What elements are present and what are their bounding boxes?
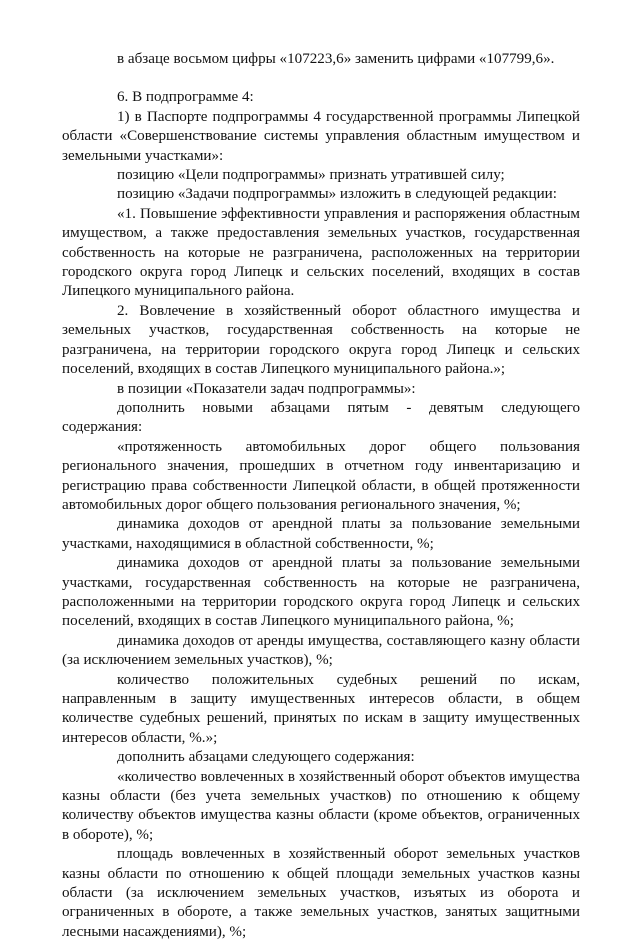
paragraph: площадь вовлеченных в хозяйственный оборот земельных участков казны области по отношению к общей площади земельных участков казны области (за исключением земельных участков, изъятых из оборота и ограниченных в обороте, а также земельных участков, занятых защитными лесными насаждениями), %;: [62, 846, 580, 940]
paragraph: дополнить новыми абзацами пятым - девятым следующего содержания:: [62, 399, 580, 436]
paragraph: в позиции «Показатели задач подпрограммы»:: [117, 380, 416, 397]
paragraph: «протяженность автомобильных дорог общего пользования регионального значения, прошедших в отчетном году инвентаризацию и регистрацию права собственности Липецкой области, в общей протяженности автомобильных дорог общего пользования регионального значения, %;: [62, 438, 580, 513]
paragraph: «1. Повышение эффективности управления и распоряжения областным имуществом, а также предоставления земельных участков, государственная собственность на которые не разграничена, расположенных на территории городского округа город Липецк и сельских поселений, входящих в состав Липецкого муниципального района.: [62, 205, 580, 300]
paragraph: дополнить абзацами следующего содержания:: [117, 749, 415, 766]
section-heading: 6. В подпрограмме 4:: [117, 89, 254, 106]
paragraph: позицию «Задачи подпрограммы» изложить в следующей редакции:: [117, 186, 557, 203]
paragraph: динамика доходов от арендной платы за пользование земельными участками, находящимися в областной собственности, %;: [62, 516, 580, 552]
paragraph: в абзаце восьмом цифры «107223,6» заменить цифрами «107799,6».: [117, 51, 555, 67]
paragraph-gap: [62, 69, 580, 88]
paragraph: динамика доходов от аренды имущества, составляющего казну области (за исключением земельных участков), %;: [62, 632, 580, 669]
paragraph: позицию «Цели подпрограммы» признать утратившей силу;: [117, 167, 505, 184]
paragraph: 1) в Паспорте подпрограммы 4 государственной программы Липецкой области «Совершенствование системы управления областным имуществом и земельными участками»:: [62, 108, 580, 164]
paragraph: динамика доходов от арендной платы за пользование земельными участками, государственная собственность на которые не разграничена, расположенными на территории городского округа город Липецк и сельских поселений, входящих в состав Липецкого муниципального района, %;: [62, 555, 580, 630]
paragraph: 2. Вовлечение в хозяйственный оборот областного имущества и земельных участков, государственная собственность на которые не разграничена, на территории городского округа город Липецк и сельских поселений, входящих в состав Липецкого муниципального района.»;: [62, 302, 580, 378]
document-page: [62, 50, 580, 942]
paragraph: количество положительных судебных решений по искам, направленным в защиту имущественных интересов области, в общем количестве судебных решений, принятых по искам в защиту имущественных интересов области, %.»;: [62, 671, 580, 746]
paragraph: «количество вовлеченных в хозяйственный оборот объектов имущества казны области (без учета земельных участков) по отношению к общему количеству объектов имущества казны области (кроме объектов, ограниченных в обороте), %;: [62, 768, 580, 843]
